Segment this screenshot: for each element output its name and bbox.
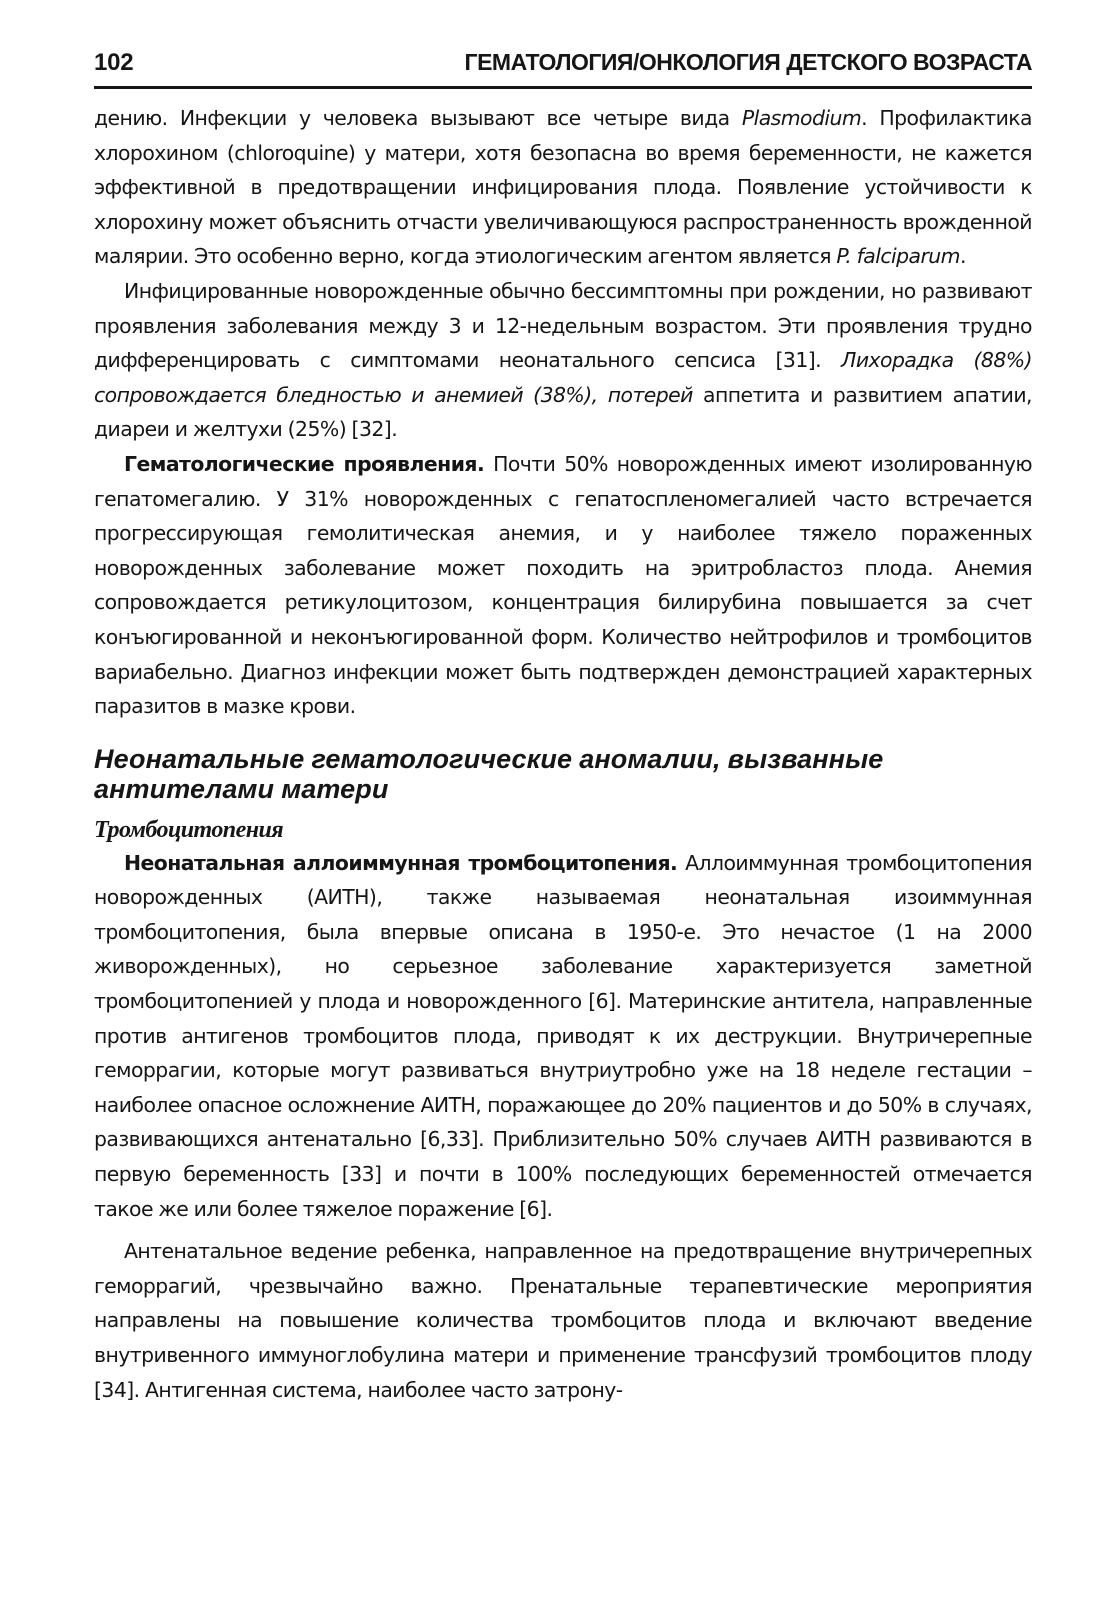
text-run: Почти 50% новорожденных имеют изолированную гепатомегалию. У 31% новорожденных с гепатоспленомегалией часто встречается прогрессирующая гемолитическая анемия, и у наиболее тяжело пораженных новорожденных заболевание может походить на эритробластоз плода. Анемия сопровождается ретикулоцитозом, концентрация билирубина повышается за счет конъюгированной и неконъюгированной форм. Количество нейтрофилов и тромбоцитов вариабельно. Диагноз инфекции может быть подтвержден демонстрацией характерных паразитов в мазке крови. bbox=[94, 451, 1032, 719]
subsection-title: Тромбоцитопения bbox=[94, 816, 284, 843]
paragraph-alloimmune-thrombocytopenia bbox=[94, 846, 1032, 1227]
section-title-line: Неонатальные гематологические аномалии, вызванные bbox=[94, 743, 884, 774]
body-text bbox=[94, 101, 1032, 1407]
paragraph-malaria-prophylaxis bbox=[94, 101, 1032, 274]
text-run: Аллоиммунная тромбоцитопения новорожденных (АИТН), также называемая неонатальная изоиммунная тромбоцитопения, была впервые описана в 1950-е. Это нечастое (1 на 2000 живорожденных), но серьезное заболевание характеризуется заметной тромбоцитопенией у плода и новорожденного [6]. Материнские антитела, направленные против антигенов тромбоцитов плода, приводят к их деструкции. Внутричерепные геморрагии, которые могут развиваться внутриутробно уже на 18 неделе гестации – наиболее опасное осложнение АИТН, поражающее до 20% пациентов и до 50% в случаях, развивающихся антенатально [6,33]. Приблизительно 50% случаев АИТН развиваются в первую беременность [33] и почти в 100% последующих беременностей отмечается такое же или более тяжелое поражение [6]. bbox=[94, 850, 1032, 1221]
paragraph-infected-newborns bbox=[94, 274, 1032, 447]
italic-term: Plasmodium bbox=[741, 106, 862, 130]
text-run: Инфицированные новорожденные обычно бессимптомны при рождении, но развивают проявления заболевания между 3 и 12-недельным возрастом. Эти проявления трудно дифференцировать с симптомами неонатального сепсиса [31]. bbox=[94, 278, 1032, 373]
text-run: дению. Инфекции у человека вызывают все четыре вида bbox=[94, 106, 742, 130]
text-run: . bbox=[959, 244, 966, 269]
page-header bbox=[94, 48, 1032, 77]
header-rule bbox=[94, 86, 1032, 89]
run-in-heading: Неонатальная аллоиммунная тромбоцитопения. bbox=[124, 850, 678, 875]
text-run: . Профилактика хлорохином (chloroquine) у матери, хотя безопасна во время беременности, не кажется эффективной в предотвращении инфицирования плода. Появление устойчивости к хлорохину может объяснить отчасти увеличивающуюся распространенность врожденной малярии. Это особенно верно, когда этиологическим агентом является bbox=[94, 106, 1032, 269]
italic-run: Лихорадка (88%) сопровождается бледностью и анемией (38%), потерей bbox=[94, 348, 1032, 407]
text-run: аппетита и развитием апатии, диареи и желтухи (25%) [32]. bbox=[94, 382, 1032, 442]
italic-term: P. falciparum bbox=[836, 244, 960, 269]
section-title-line: антителами матери bbox=[94, 773, 389, 804]
paragraph-antenatal-management bbox=[94, 1234, 1032, 1407]
paragraph-hematologic-manifestations bbox=[94, 447, 1032, 724]
book-page bbox=[94, 48, 1032, 1407]
section-title bbox=[94, 744, 1032, 804]
page-number: 102 bbox=[94, 49, 134, 76]
run-in-heading: Гематологические проявления. bbox=[124, 451, 485, 476]
running-title: ГЕМАТОЛОГИЯ/ОНКОЛОГИЯ ДЕТСКОГО ВОЗРАСТА bbox=[464, 49, 1032, 75]
text-run: Антенатальное ведение ребенка, направленное на предотвращение внутричерепных геморрагий, чрезвычайно важно. Пренатальные терапевтические мероприятия направлены на повышение количества тромбоцитов плода и включают введение внутривенного иммуноглобулина матери и применение трансфузий тромбоцитов плоду [34]. Антигенная система, наиболее часто затрону- bbox=[94, 1239, 1032, 1402]
